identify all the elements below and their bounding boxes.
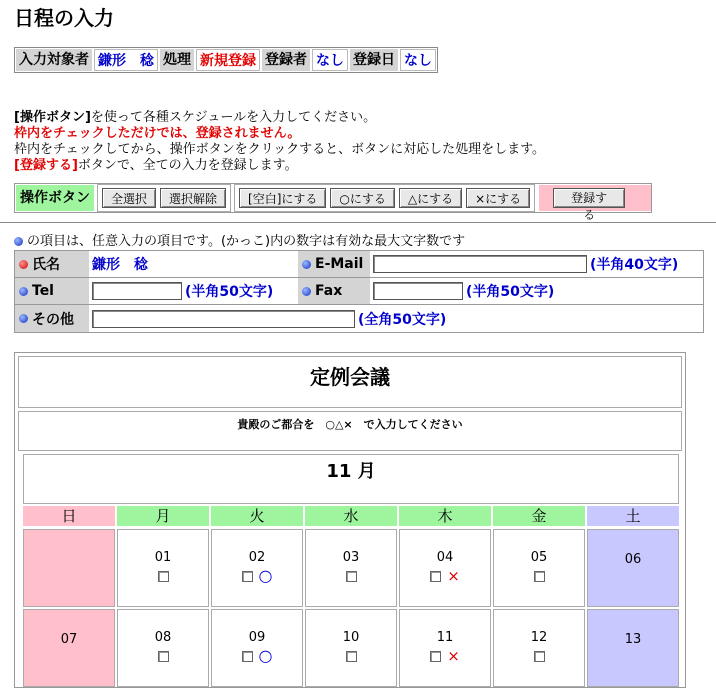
name-value: 鎌形 稔 bbox=[92, 257, 148, 273]
tel-hint: (半角50文字) bbox=[185, 284, 274, 300]
email-label-cell bbox=[298, 251, 370, 277]
day-checkbox[interactable] bbox=[158, 571, 169, 582]
fax-value-cell bbox=[370, 278, 703, 304]
mark-group bbox=[234, 184, 535, 212]
fax-hint: (半角50文字) bbox=[466, 284, 555, 300]
cross-mark-icon: × bbox=[447, 567, 460, 585]
email-hint: (半角40文字) bbox=[590, 257, 679, 273]
instructions bbox=[14, 110, 545, 174]
date-label: 登録日 bbox=[350, 49, 398, 71]
select-group bbox=[97, 184, 231, 212]
deselect-button[interactable]: 選択解除 bbox=[160, 188, 226, 208]
registrant-label: 登録者 bbox=[262, 49, 310, 71]
form-row-name-email bbox=[15, 251, 703, 278]
optional-note bbox=[14, 230, 465, 249]
instr-line1: を使って各種スケジュールを入力してください。 bbox=[90, 110, 377, 125]
email-input[interactable] bbox=[373, 255, 587, 273]
day-number: 01 bbox=[154, 550, 172, 565]
op-label: 操作ボタン bbox=[16, 185, 94, 211]
weekday-header-wed: 水 bbox=[305, 506, 397, 526]
register-area bbox=[539, 185, 651, 222]
register-button[interactable]: 登録する bbox=[553, 188, 625, 208]
day-checkbox[interactable] bbox=[242, 571, 253, 582]
circle-mark-icon: ○ bbox=[258, 646, 273, 665]
day-checkbox[interactable] bbox=[534, 651, 545, 662]
meeting-title: 定例会議 bbox=[18, 356, 682, 408]
day-cell[interactable] bbox=[493, 609, 585, 687]
contact-form bbox=[14, 250, 704, 333]
day-cell bbox=[587, 529, 679, 607]
target-value: 鎌形 稔 bbox=[94, 49, 158, 71]
instr-ops-bracket: [操作ボタン] bbox=[14, 110, 91, 125]
day-cell bbox=[23, 529, 115, 607]
day-mark-row bbox=[118, 568, 208, 584]
required-dot-icon bbox=[19, 260, 28, 269]
meeting-note: 貴殿のご都合を ○△× で入力してください bbox=[18, 411, 682, 451]
day-number: 13 bbox=[624, 632, 642, 647]
day-checkbox[interactable] bbox=[430, 571, 441, 582]
day-cell bbox=[587, 609, 679, 687]
other-label-cell bbox=[15, 305, 89, 332]
cross-mark-icon: × bbox=[447, 647, 460, 665]
instr-register-bracket: [登録する] bbox=[14, 158, 78, 173]
operation-bar bbox=[14, 183, 652, 222]
day-number: 03 bbox=[342, 550, 360, 565]
registrant-value: なし bbox=[312, 49, 348, 71]
optional-dot-icon bbox=[14, 237, 23, 246]
other-hint: (全角50文字) bbox=[358, 311, 447, 328]
circle-mark-icon: ○ bbox=[258, 566, 273, 585]
process-value: 新規登録 bbox=[196, 49, 260, 71]
set-blank-button[interactable]: [空白]にする bbox=[239, 188, 326, 208]
process-label: 処理 bbox=[160, 49, 194, 71]
day-number: 08 bbox=[154, 630, 172, 645]
optional-note-text: の項目は、任意入力の項目です。(かっこ)内の数字は有効な最大文字数です bbox=[27, 234, 466, 249]
day-mark-row bbox=[494, 568, 584, 584]
optional-dot-icon bbox=[19, 314, 28, 323]
meeting-box bbox=[14, 352, 686, 688]
day-cell[interactable] bbox=[399, 609, 491, 687]
day-cell[interactable] bbox=[117, 529, 209, 607]
day-number: 06 bbox=[624, 552, 642, 567]
day-checkbox[interactable] bbox=[158, 651, 169, 662]
month-title: 11 月 bbox=[23, 454, 679, 504]
day-mark-row bbox=[494, 648, 584, 664]
day-number: 07 bbox=[60, 632, 78, 647]
day-mark-row bbox=[400, 568, 490, 584]
form-row-other bbox=[15, 305, 703, 332]
day-number: 11 bbox=[436, 630, 454, 645]
name-label: 氏名 bbox=[32, 257, 60, 273]
day-cell[interactable] bbox=[211, 529, 303, 607]
day-mark-row bbox=[306, 568, 396, 584]
fax-label: Fax bbox=[315, 283, 343, 299]
other-label: その他 bbox=[32, 311, 74, 328]
instr-line3: 枠内をチェックしてから、操作ボタンをクリックすると、ボタンに対応した処理をします。 bbox=[14, 142, 546, 157]
email-label: E-Mail bbox=[315, 256, 364, 272]
name-value-cell bbox=[89, 251, 298, 277]
tel-label: Tel bbox=[32, 283, 54, 299]
day-number: 09 bbox=[248, 630, 266, 645]
day-checkbox[interactable] bbox=[534, 571, 545, 582]
day-checkbox[interactable] bbox=[346, 651, 357, 662]
name-label-cell bbox=[15, 251, 89, 277]
day-cell[interactable] bbox=[493, 529, 585, 607]
instr-warning: 枠内をチェックしただけでは、登録されません。 bbox=[14, 126, 301, 141]
day-mark-row bbox=[212, 648, 302, 664]
page-title: 日程の入力 bbox=[14, 6, 114, 30]
separator bbox=[0, 222, 716, 223]
day-number: 04 bbox=[436, 550, 454, 565]
day-number: 10 bbox=[342, 630, 360, 645]
form-row-tel-fax bbox=[15, 278, 703, 305]
select-all-button[interactable]: 全選択 bbox=[102, 188, 156, 208]
day-cell[interactable] bbox=[117, 609, 209, 687]
fax-label-cell bbox=[298, 278, 370, 304]
instr-line4: ボタンで、全ての入力を登録します。 bbox=[77, 158, 298, 173]
optional-dot-icon bbox=[302, 287, 311, 296]
email-value-cell bbox=[370, 251, 703, 277]
fax-input[interactable] bbox=[373, 282, 463, 300]
day-cell[interactable] bbox=[305, 529, 397, 607]
date-value: なし bbox=[400, 49, 436, 71]
day-cell bbox=[23, 609, 115, 687]
tel-label-cell bbox=[15, 278, 89, 304]
day-checkbox[interactable] bbox=[346, 571, 357, 582]
weekday-header-sun: 日 bbox=[23, 506, 115, 526]
day-cell[interactable] bbox=[399, 529, 491, 607]
weekday-header-tue: 火 bbox=[211, 506, 303, 526]
other-input[interactable] bbox=[92, 310, 355, 328]
day-cell[interactable] bbox=[305, 609, 397, 687]
weekday-header-sat: 土 bbox=[587, 506, 679, 526]
day-checkbox[interactable] bbox=[430, 651, 441, 662]
set-triangle-button[interactable]: △にする bbox=[399, 188, 462, 208]
set-x-button[interactable]: ×にする bbox=[466, 188, 530, 208]
day-cell[interactable] bbox=[211, 609, 303, 687]
other-value-cell bbox=[89, 305, 703, 332]
day-checkbox[interactable] bbox=[242, 651, 253, 662]
tel-input[interactable] bbox=[92, 282, 182, 300]
set-o-button[interactable]: ○にする bbox=[330, 188, 394, 208]
day-number: 02 bbox=[248, 550, 266, 565]
optional-dot-icon bbox=[19, 287, 28, 296]
day-number: 12 bbox=[530, 630, 548, 645]
day-mark-row bbox=[118, 648, 208, 664]
info-bar bbox=[14, 47, 438, 73]
day-mark-row bbox=[306, 648, 396, 664]
day-number: 05 bbox=[530, 550, 548, 565]
optional-dot-icon bbox=[302, 260, 311, 269]
weekday-header-mon: 月 bbox=[117, 506, 209, 526]
weekday-header-thu: 木 bbox=[399, 506, 491, 526]
day-mark-row bbox=[212, 568, 302, 584]
tel-value-cell bbox=[89, 278, 298, 304]
day-mark-row bbox=[400, 648, 490, 664]
target-label: 入力対象者 bbox=[16, 49, 92, 71]
weekday-header-fri: 金 bbox=[493, 506, 585, 526]
